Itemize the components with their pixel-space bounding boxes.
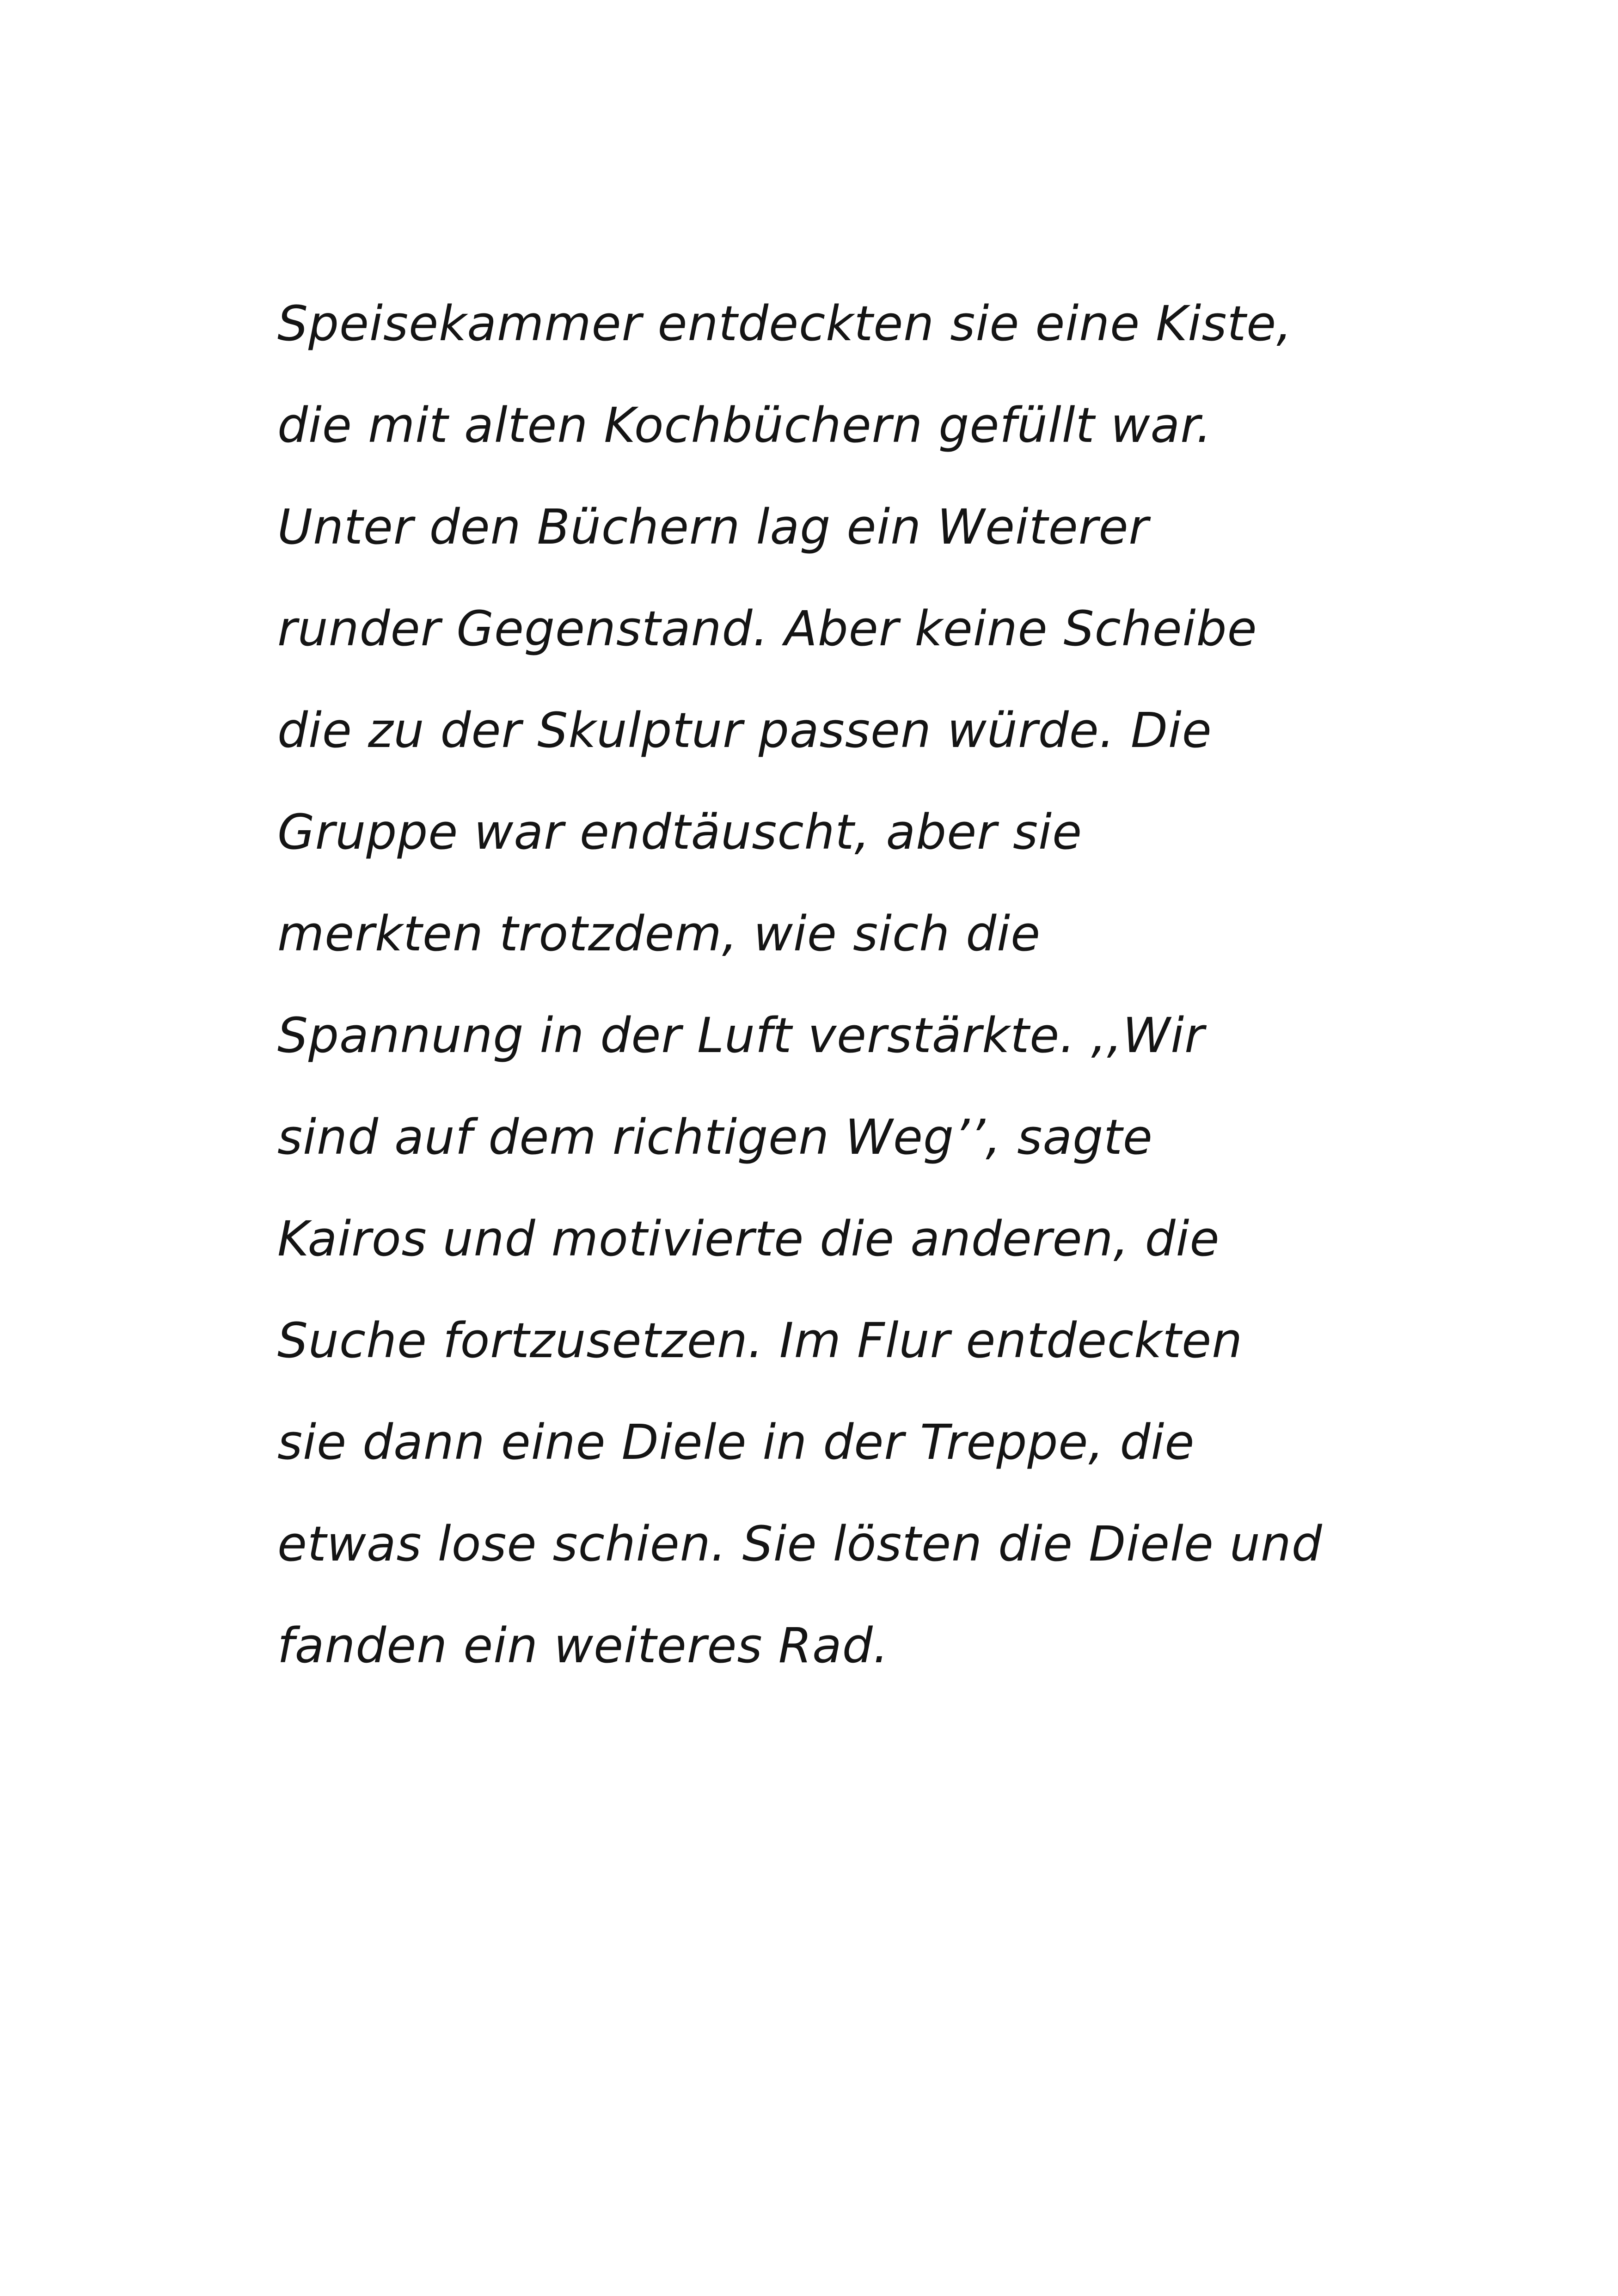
text-line: die mit alten Kochbüchern gefüllt war. (277, 397, 1212, 453)
text-line: Speisekammer entdeckten sie eine Kiste, (277, 295, 1293, 352)
text-line: sie dann eine Diele in der Treppe, die (277, 1414, 1195, 1470)
text-line: sind auf dem richtigen Weg’’, sagte (277, 1109, 1153, 1165)
text-line: merkten trotzdem, wie sich die (277, 906, 1041, 962)
text-line: Kairos und motivierte die anderen, die (277, 1211, 1220, 1267)
text-line: die zu der Skulptur passen würde. Die (277, 702, 1212, 759)
text-line: Spannung in der Luft verstärkte. ,,Wir (277, 1007, 1205, 1064)
text-line: runder Gegenstand. Aber keine Scheibe (277, 600, 1257, 657)
text-line: etwas lose schien. Sie lösten die Diele und (277, 1516, 1323, 1572)
story-paragraph (277, 273, 1387, 1696)
text-line: Gruppe war endtäuscht, aber sie (277, 804, 1083, 860)
text-line: Suche fortzusetzen. Im Flur entdeckten (277, 1312, 1243, 1369)
text-line: fanden ein weiteres Rad. (277, 1617, 889, 1674)
text-line: Unter den Büchern lag ein Weiterer (277, 499, 1149, 555)
